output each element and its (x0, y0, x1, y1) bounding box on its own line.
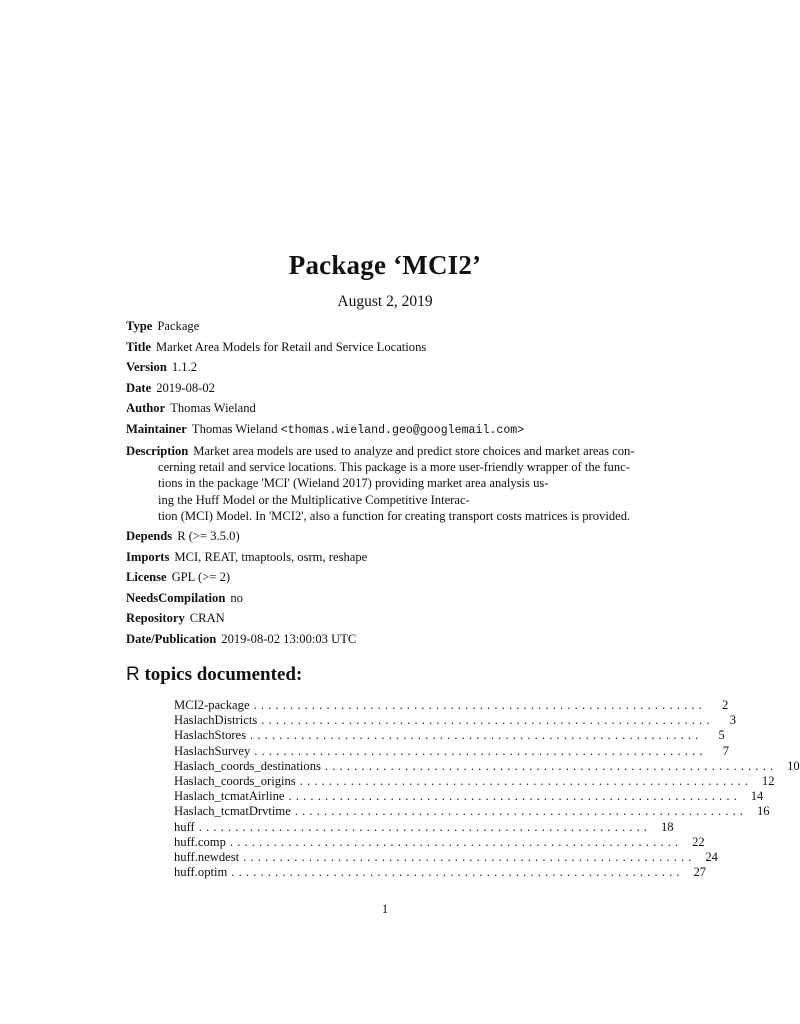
field-version: Version 1.1.2 (126, 360, 198, 374)
toc-entry-name: huff.optim (174, 865, 228, 880)
toc-dot-leader: . . . . . . . . . . . . . . . . . . . . . . . . . . . . . . . . . . . . . . . . . . . . . . . . . . . . . . . . . . . . . . (229, 834, 679, 849)
toc-dot-leader: . . . . . . . . . . . . . . . . . . . . . . . . . . . . . . . . . . . . . . . . . . . . . . . . . . . . . . . . . . . . . . (243, 850, 692, 865)
toc-dot-leader: . . . . . . . . . . . . . . . . . . . . . . . . . . . . . . . . . . . . . . . . . . . . . . . . . . . . . . . . . . . . . . (288, 789, 738, 804)
package-date: August 2, 2019 (337, 293, 433, 310)
field-date: Date 2019-08-02 (126, 380, 215, 395)
toc-entry[interactable] (174, 789, 764, 804)
toc-entry-page: 14 (750, 789, 764, 804)
toc-entry-page: 3 (729, 713, 737, 728)
toc-entry-page: 22 (692, 834, 705, 849)
toc-entry-page: 5 (718, 728, 725, 743)
toc-entry[interactable] (174, 774, 775, 789)
toc-entry[interactable] (174, 743, 730, 759)
field-description: Description Market area models are used to analyze and predict store choices and market areas con- cerning retail and service locations. This package is a more user-friendly wrapper of the func- tions in the package 'MCI' (Wieland 2017) providing market area analysis us- ing the Huff Model or the Multiplicative Competitive Interac- tion (MCI) Model. In 'MCI2', also a function for creating transport costs matrices is provided. (126, 443, 646, 524)
toc-entry-page: 10 (787, 758, 800, 773)
toc-dot-leader: . . . . . . . . . . . . . . . . . . . . . . . . . . . . . . . . . . . . . . . . . . . . . . . . . . . . . . . . . . . . . . (231, 865, 681, 880)
field-needscompilation: NeedsCompilation no (126, 590, 243, 605)
toc-entry[interactable] (174, 865, 707, 880)
toc-entry-name: HaslachDistricts (174, 713, 258, 728)
toc-dot-leader: . . . . . . . . . . . . . . . . . . . . . . . . . . . . . . . . . . . . . . . . . . . . . . . . . . . . . . . . . . . . . . (250, 728, 699, 743)
page-number: 1 (381, 902, 389, 916)
toc-entry-page: 24 (705, 850, 718, 865)
field-title: Title Market Area Models for Retail and Service Locations (126, 339, 427, 354)
description-line: cerning retail and service locations. This package is a more user-friendly wrapper of the func- (158, 460, 630, 475)
table-of-contents (174, 698, 800, 880)
field-maintainer: Maintainer Thomas Wieland <thomas.wieland.geo@googlemail.com> (126, 421, 525, 437)
field-type: Type Package (126, 319, 200, 333)
toc-entry-page: 12 (761, 774, 775, 789)
field-license: License GPL (>= 2) (126, 570, 231, 585)
toc-entry-page: 2 (722, 698, 729, 712)
description-line: tion (MCI) Model. In 'MCI2', also a function for creating transport costs matrices is provided. (158, 508, 631, 523)
toc-dot-leader: . . . . . . . . . . . . . . . . . . . . . . . . . . . . . . . . . . . . . . . . . . . . . . . . . . . . . . . . . . . . . . (254, 743, 704, 758)
toc-dot-leader: . . . . . . . . . . . . . . . . . . . . . . . . . . . . . . . . . . . . . . . . . . . . . . . . . . . . . . . . . . . . . . (294, 804, 744, 819)
topics-heading: R topics documented: (126, 664, 303, 685)
field-repository: Repository CRAN (126, 611, 225, 626)
toc-entry-name: huff.comp (174, 834, 226, 849)
toc-entry[interactable] (174, 804, 770, 819)
toc-dot-leader: . . . . . . . . . . . . . . . . . . . . . . . . . . . . . . . . . . . . . . . . . . . . . . . . . . . . . . . . . . . . . . (324, 758, 774, 773)
toc-entry-page: 7 (722, 743, 730, 758)
r-logo-letter: R (126, 664, 140, 685)
toc-entry-name: Haslach_tcmatDrvtime (174, 804, 291, 819)
toc-entry-name: Haslach_tcmatAirline (174, 789, 285, 804)
toc-entry-name: MCI2-package (174, 698, 250, 712)
description-fields (126, 318, 646, 651)
toc-entry[interactable] (174, 850, 718, 865)
toc-entry-page: 27 (693, 865, 707, 880)
toc-entry[interactable] (174, 713, 737, 728)
toc-entry-page: 16 (756, 804, 770, 819)
toc-entry-name: huff.newdest (174, 850, 240, 865)
toc-entry-name: Haslach_coords_origins (174, 774, 296, 789)
toc-entry[interactable] (174, 758, 800, 774)
toc-entry[interactable] (174, 819, 674, 835)
toc-entry-name: HaslachStores (174, 728, 247, 743)
description-line: tions in the package 'MCI' (Wieland 2017) providing market area analysis us- (158, 476, 549, 491)
toc-entry-name: huff (174, 819, 195, 834)
toc-entry[interactable] (174, 728, 725, 743)
maintainer-email: <thomas.wieland.geo@googlemail.com> (280, 423, 525, 437)
toc-dot-leader: . . . . . . . . . . . . . . . . . . . . . . . . . . . . . . . . . . . . . . . . . . . . . . . . . . . . . . . . . . . . . . (253, 698, 703, 712)
field-author: Author Thomas Wieland (126, 401, 256, 415)
toc-dot-leader: . . . . . . . . . . . . . . . . . . . . . . . . . . . . . . . . . . . . . . . . . . . . . . . . . . . . . . . . . . . . . . (261, 713, 711, 728)
description-line: ing the Huff Model or the Multiplicative Competitive Interac- (158, 492, 470, 507)
toc-dot-leader: . . . . . . . . . . . . . . . . . . . . . . . . . . . . . . . . . . . . . . . . . . . . . . . . . . . . . . . . . . . . . . (299, 774, 749, 789)
toc-entry[interactable] (174, 698, 729, 713)
field-imports: Imports MCI, REAT, tmaptools, osrm, reshape (126, 549, 368, 564)
toc-entry[interactable] (174, 834, 705, 850)
toc-entry-page: 18 (660, 819, 674, 834)
toc-entry-name: HaslachSurvey (174, 743, 251, 758)
toc-dot-leader: . . . . . . . . . . . . . . . . . . . . . . . . . . . . . . . . . . . . . . . . . . . . . . . . . . . . . . . . . . . . . . (198, 819, 648, 834)
package-title: Package ‘MCI2’ (288, 250, 482, 280)
toc-entry-name: Haslach_coords_destinations (174, 758, 321, 773)
field-depends: Depends R (>= 3.5.0) (126, 529, 240, 544)
field-date-publication: Date/Publication 2019-08-02 13:00:03 UTC (126, 631, 357, 646)
